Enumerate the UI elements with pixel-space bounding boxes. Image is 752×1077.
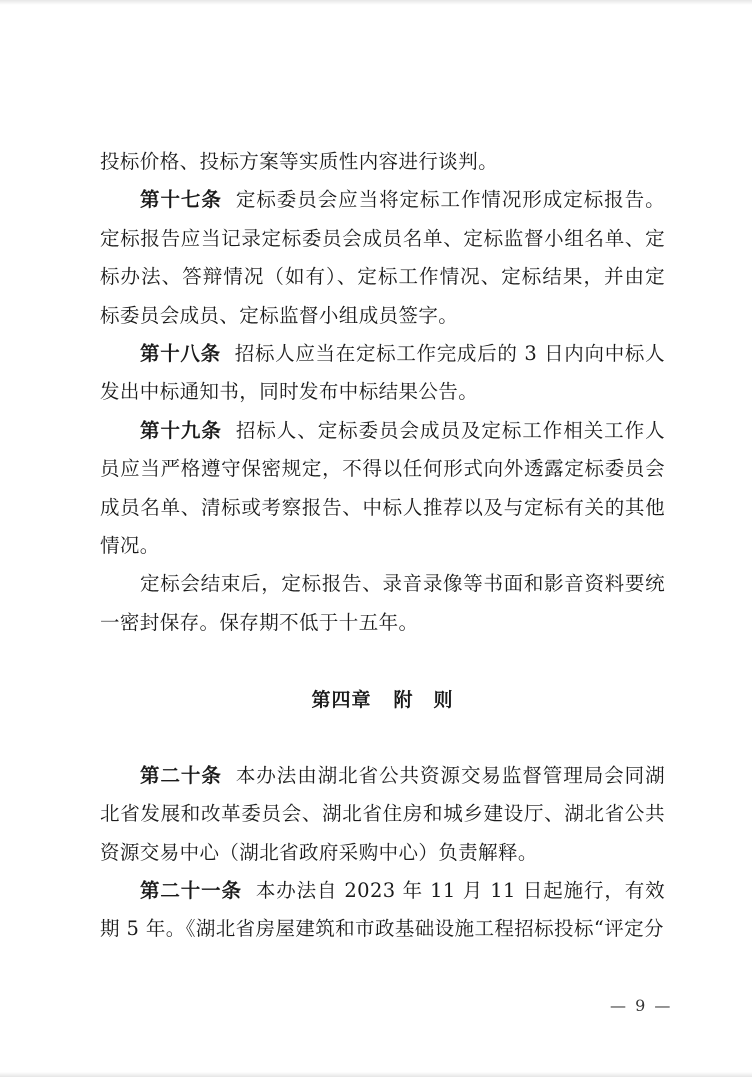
chapter-heading <box>100 681 665 719</box>
article-number: 第十八条 <box>140 342 221 366</box>
paragraph-text: 定标会结束后，定标报告、录音录像等书面和影音资料要统一密封保存。保存期不低于十五年。 <box>100 572 665 634</box>
document-body <box>100 143 665 949</box>
chapter-number: 第四章 <box>311 689 372 712</box>
paragraph-continuation <box>100 143 665 181</box>
article-number: 第十九条 <box>140 418 222 442</box>
paragraph-storage <box>100 565 665 642</box>
article-text: 本办法自 2023 年 11 月 11 日起施行，有效期 5 年。《湖北省房屋建筑和市政基础设施工程招标投标“评定分 <box>100 878 665 941</box>
chapter-title: 附 则 <box>393 689 454 712</box>
paragraph-text: 投标价格、投标方案等实质性内容进行谈判。 <box>100 150 499 173</box>
page-top-edge <box>0 0 752 5</box>
article-20 <box>100 757 665 872</box>
article-19 <box>100 412 665 566</box>
article-number: 第十七条 <box>140 188 222 212</box>
article-text: 本办法由湖北省公共资源交易监督管理局会同湖北省发展和改革委员会、湖北省住房和城乡建设厅、湖北省公共资源交易中心（湖北省政府采购中心）负责解释。 <box>100 763 665 864</box>
article-18 <box>100 335 665 412</box>
article-17 <box>100 181 665 335</box>
page-number: — 9 — <box>610 996 673 1015</box>
article-text: 招标人、定标委员会成员及定标工作相关工作人员应当严格遵守保密规定，不得以任何形式向外透露定标委员会成员名单、清标或考察报告、中标人推荐以及与定标有关的其他情况。 <box>100 418 665 558</box>
article-number: 第二十一条 <box>140 878 242 902</box>
article-text: 定标委员会应当将定标工作情况形成定标报告。定标报告应当记录定标委员会成员名单、定标监督小组名单、定标办法、答辩情况（如有）、定标工作情况、定标结果，并由定标委员会成员、定标监督小组成员签字。 <box>100 188 665 327</box>
article-number: 第二十条 <box>140 763 222 787</box>
article-text: 招标人应当在定标工作完成后的 3 日内向中标人发出中标通知书，同时发布中标结果公告。 <box>100 342 665 404</box>
page-bottom-edge <box>0 1072 752 1077</box>
article-21 <box>100 872 665 949</box>
